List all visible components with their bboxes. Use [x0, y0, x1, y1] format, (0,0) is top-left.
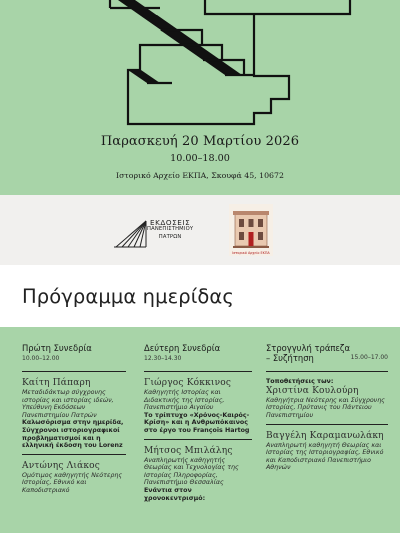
logo-band — [0, 195, 400, 265]
speaker-name: Καίτη Πάπαρη — [22, 378, 91, 388]
archive-caption: Ιστορικό Αρχείο ΕΚΠΑ — [232, 251, 270, 255]
speaker-description: Αναπληρωτής καθηγητής Θεωρίας και Τεχνολογίας της Ιστορίας Πληροφορίας, Πανεπιστήμιο Θεσσαλίας — [144, 456, 239, 487]
divider — [144, 371, 252, 372]
talk-title: Το τρίπτυχο «Χρόνος-Καιρός-Κρίση» και η Ανθρωπόκαινος στο έργο του François Hartog — [144, 411, 250, 434]
program-title: Πρόγραμμα ημερίδας — [22, 285, 234, 308]
speaker-description: Αναπληρωτή καθηγητή Θεωρίας και Ιστορίας της Ιστοριογραφίας, Εθνικό και Καποδιστριακό Πανεπιστήμιο Αθηνών — [266, 441, 384, 472]
event-venue: Ιστορικό Αρχείο ΕΚΠΑ, Σκουφά 45, 10672 — [116, 171, 284, 180]
publisher-logo-text — [147, 219, 193, 241]
speaker-name: Χριστίνα Κουλούρη — [266, 385, 359, 396]
session-name: Δεύτερη Συνεδρία — [144, 343, 221, 353]
session-header — [266, 344, 388, 363]
speaker-name: Μήτσος Μπιλάλης — [144, 445, 233, 456]
header-band — [0, 0, 400, 195]
speakers-label: Τοποθετήσεις των: — [266, 378, 334, 386]
speaker-description: Καθηγητής Ιστορίας και Διδακτικής της Ιστορίας, Πανεπιστήμιο Αιγαίου — [144, 389, 225, 412]
publisher-line-3: ΠΑΤΡΩΝ — [158, 233, 182, 240]
talk-title: Ενάντια στον χρονοκεντρισμό: — [144, 486, 206, 502]
divider — [22, 371, 126, 372]
speaker-name: Αντώνης Λιάκος — [22, 460, 101, 471]
publisher-line-1: ΕΚΔΟΣΕΙΣ — [149, 218, 191, 227]
talk-title: Καλωσόρισμα στην ημερίδα, Σύγχρονοι ιστοριογραφικοί προβληματισμοί και η ελληνική έκδοση του Lorenz — [22, 419, 124, 450]
staircase-graphic — [0, 0, 400, 130]
session-column-2 — [144, 344, 252, 502]
divider — [144, 439, 252, 440]
event-time: 10.00–18.00 — [170, 153, 230, 164]
speaker-description: Καθηγήτρια Νεότερης και Σύγχρονης Ιστορίας, Πρύτανις του Πάντειου Πανεπιστημίου — [266, 396, 385, 419]
divider — [266, 424, 388, 425]
speaker-description: Ομότιμος καθηγητής Νεότερης Ιστορίας, Εθνικό και Καποδιστριακό — [22, 471, 123, 494]
session-column-3 — [266, 344, 388, 472]
publisher-line-2: ΠΑΝΕΠΙΣΤΗΜΙΟΥ — [147, 226, 194, 233]
divider — [266, 371, 388, 372]
session-name: Πρώτη Συνεδρία — [22, 343, 92, 353]
speaker-name: Γιώργος Κόκκινος — [144, 378, 232, 388]
publisher-logo-icon — [112, 217, 148, 251]
session-column-1 — [22, 344, 126, 495]
session-time: 12.30–14.30 — [144, 354, 182, 362]
session-time: 10.00–12.00 — [22, 354, 60, 362]
speaker-name: Βαγγέλη Καραμανωλάκη — [266, 430, 384, 441]
speaker-description: Μεταδιδάκτωρ σύγχρονης ιστορίας και ιστορίας ιδεών, Υπεύθυνη Εκδόσεων Πανεπιστημίου Πατρών — [22, 389, 114, 419]
event-date: Παρασκευή 20 Μαρτίου 2026 — [100, 134, 300, 149]
session-name: Στρογγυλή τράπεζα – Συζήτηση — [266, 343, 350, 363]
divider — [22, 454, 126, 455]
archive-building-logo — [229, 204, 273, 256]
session-time: 15.00–17.00 — [350, 354, 388, 361]
